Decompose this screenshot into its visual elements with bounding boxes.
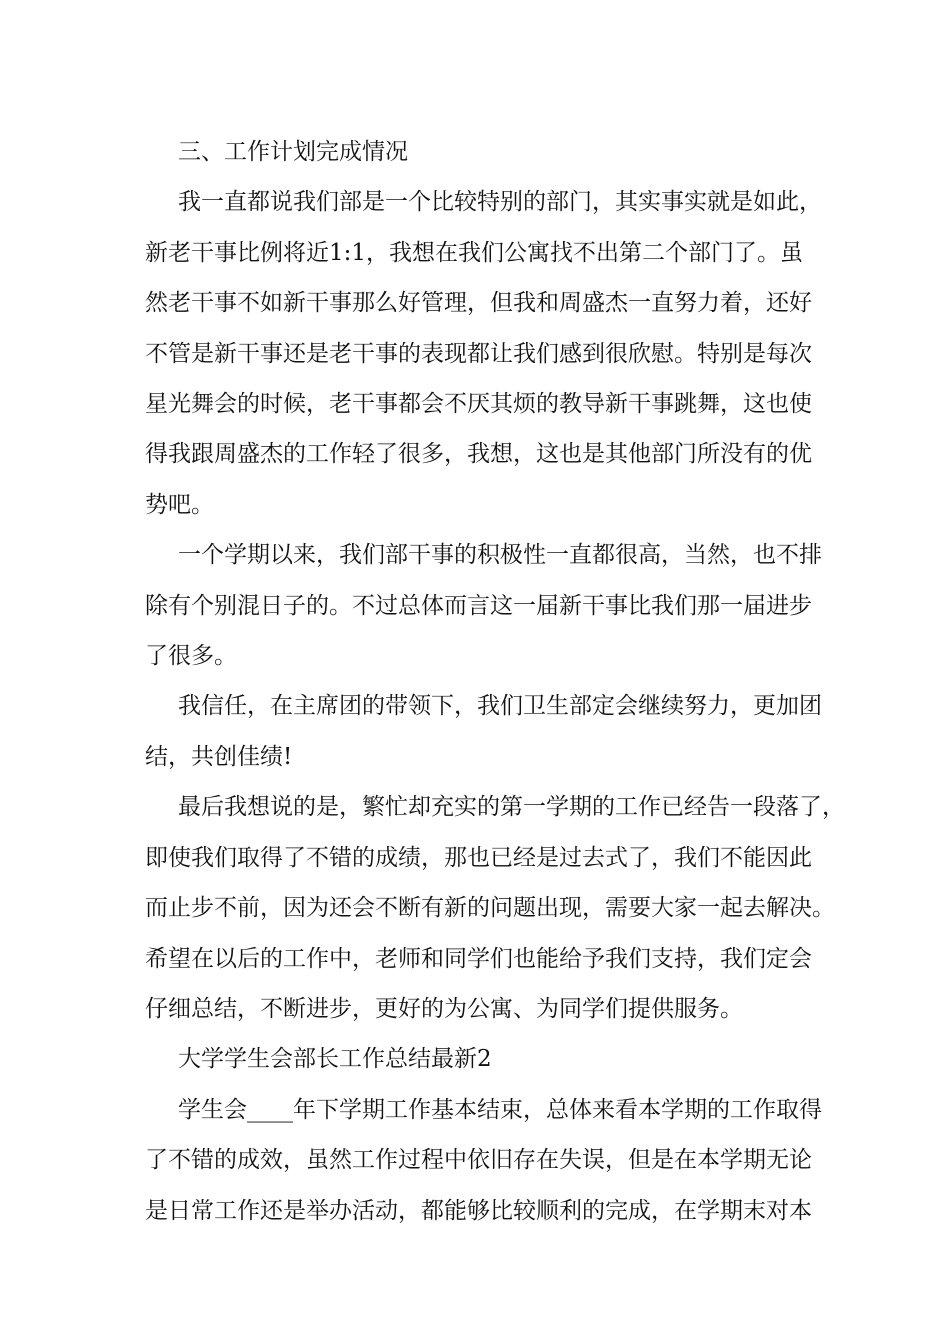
paragraph-line: 仔细总结，不断进步，更好的为公寓、为同学们提供服务。 xyxy=(145,995,743,1022)
paragraph-line: 学生会____年下学期工作基本结束，总体来看本学期的工作取得 xyxy=(178,1096,822,1123)
paragraph-line: 是日常工作还是举办活动，都能够比较顺利的完成，在学期末对本 xyxy=(145,1197,812,1224)
paragraph-line: 势吧。 xyxy=(145,491,214,518)
paragraph-line: 希望在以后的工作中，老师和同学们也能给予我们支持，我们定会 xyxy=(145,945,812,972)
paragraph-line: 结，共创佳绩! xyxy=(145,743,293,770)
paragraph-line: 新老干事比例将近1:1，我想在我们公寓找不出第二个部门了。虽 xyxy=(145,239,804,266)
section-heading: 三、工作计划完成情况 xyxy=(178,139,408,165)
paragraph-line: 我一直都说我们部是一个比较特别的部门，其实事实就是如此， xyxy=(178,189,822,216)
paragraph-line: 了不错的成效，虽然工作过程中依旧存在失误，但是在本学期无论 xyxy=(145,1147,812,1174)
paragraph-line: 一个学期以来，我们部干事的积极性一直都很高，当然，也不排 xyxy=(178,542,822,569)
paragraph-line: 了很多。 xyxy=(145,643,237,670)
paragraph-line: 不管是新干事还是老干事的表现都让我们感到很欣慰。特别是每次 xyxy=(145,340,812,367)
paragraph-line: 而止步不前，因为还会不断有新的问题出现，需要大家一起去解决。 xyxy=(145,895,835,922)
paragraph-line: 然老干事不如新干事那么好管理，但我和周盛杰一直努力着，还好 xyxy=(145,290,812,317)
paragraph xyxy=(145,530,822,681)
paragraph-line: 星光舞会的时候，老干事都会不厌其烦的教导新干事跳舞，这也使 xyxy=(145,391,812,418)
document-body xyxy=(145,127,845,1236)
paragraph xyxy=(145,681,822,782)
paragraph xyxy=(145,1085,822,1236)
paragraph xyxy=(145,177,822,530)
article-heading: 大学学生会部长工作总结最新2 xyxy=(178,1046,492,1073)
paragraph-line: 除有个别混日子的。不过总体而言这一届新干事比我们那一届进步 xyxy=(145,592,812,619)
paragraph-line: 即使我们取得了不错的成绩，那也已经是过去式了，我们不能因此 xyxy=(145,844,812,871)
paragraph-line: 最后我想说的是，繁忙却充实的第一学期的工作已经告一段落了， xyxy=(178,794,845,821)
paragraph xyxy=(145,782,845,1034)
paragraph-line: 我信任，在主席团的带领下，我们卫生部定会继续努力，更加团 xyxy=(178,693,822,720)
paragraph-line: 得我跟周盛杰的工作轻了很多，我想，这也是其他部门所没有的优 xyxy=(145,441,812,468)
